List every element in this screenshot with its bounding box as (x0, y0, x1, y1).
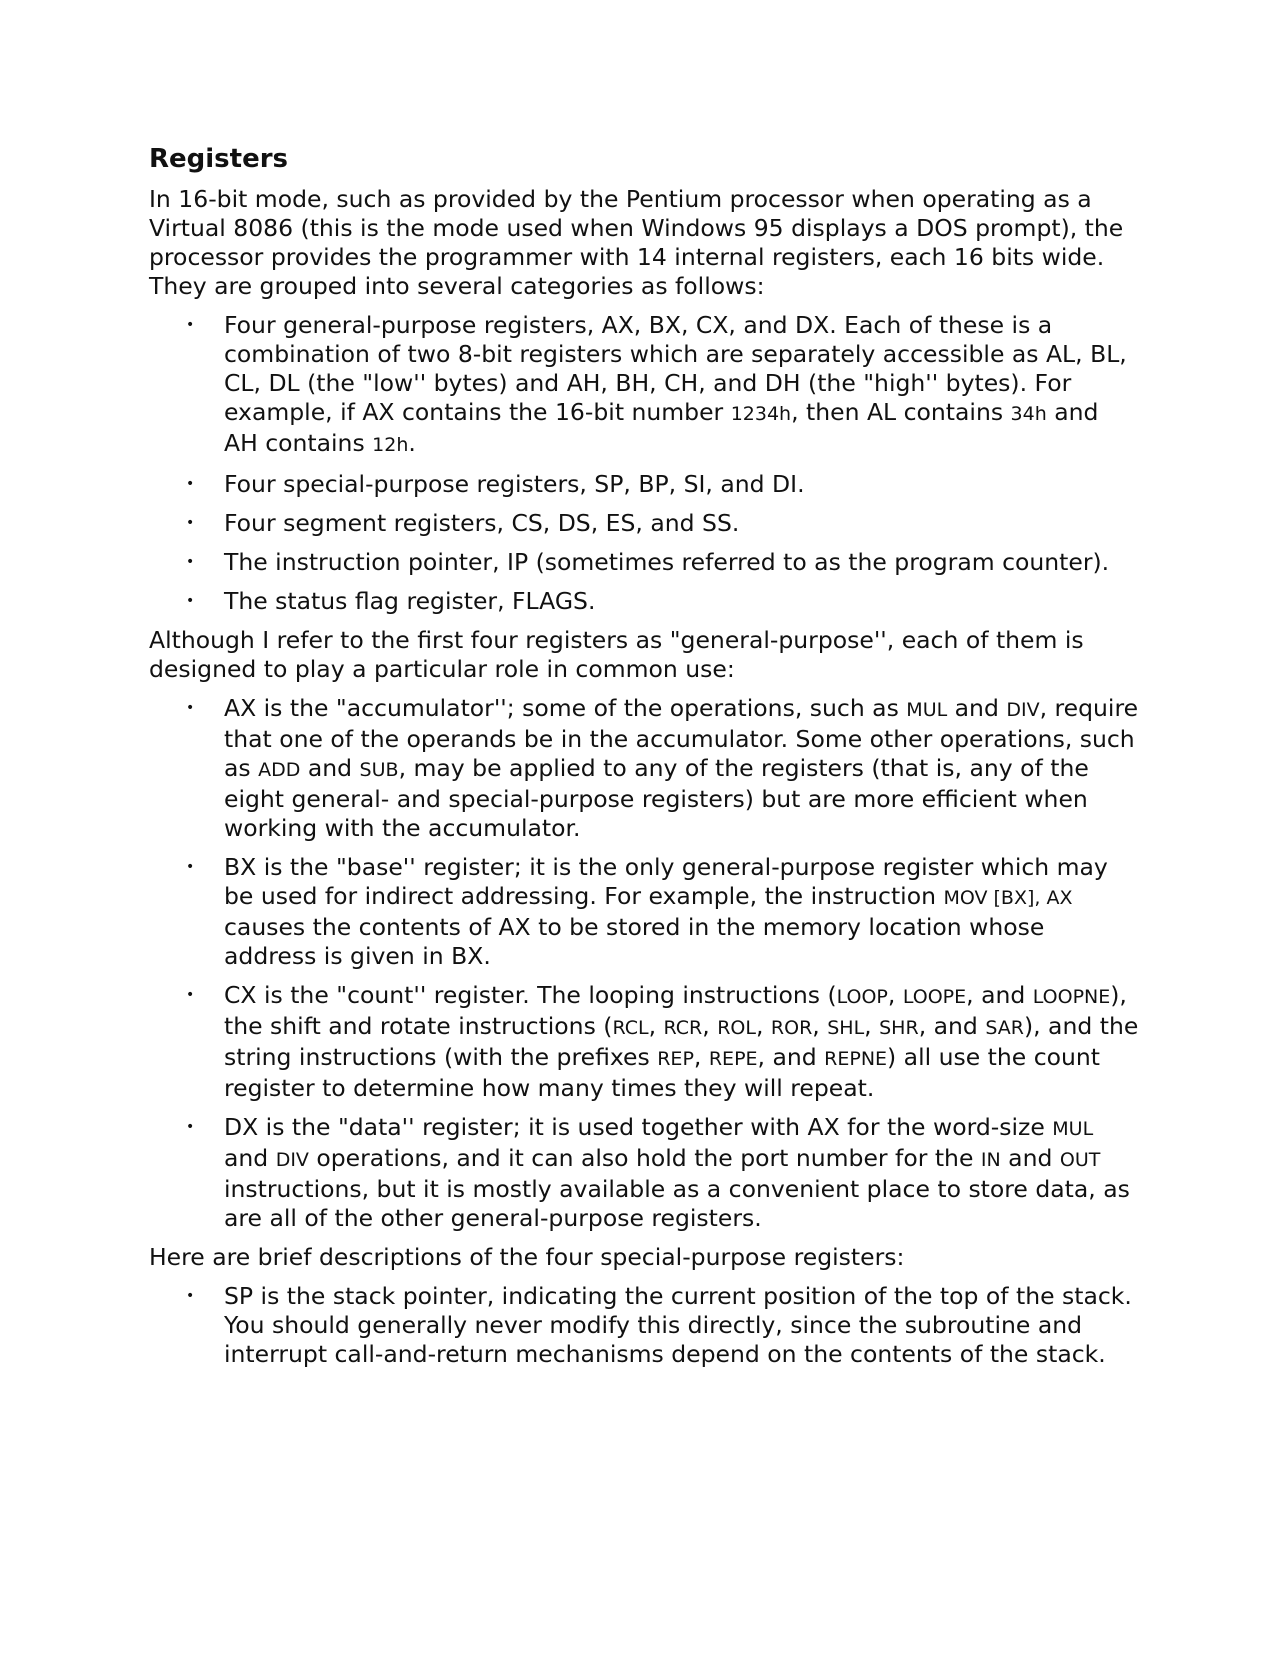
bullet-icon: • (186, 859, 195, 875)
list-item: • The status flag register, FLAGS. (186, 587, 596, 615)
list-item: • Four special-purpose registers, SP, BP, SI, and DI. (186, 470, 805, 498)
list-item: • AX is the "accumulator''; some of the operations, such as MUL and DIV, require that one of the operands be in the accumulator. Some other operations, such as ADD and SUB, may be applied to any of the registers (that is, any of the eight general- and special-purpose registers) but are more efficient when working with the accumulator. (186, 694, 1139, 842)
bullet-icon: • (186, 593, 195, 609)
code-term: 34h (1010, 403, 1047, 425)
code-term: REPE (708, 1048, 758, 1070)
bullet-icon: • (186, 1119, 195, 1135)
code-term: SHR (879, 1017, 919, 1039)
list-item: • CX is the "count'' register. The looping instructions (LOOP, LOOPE, and LOOPNE), the shift and rotate instructions (RCL, RCR, ROL, ROR, SHL, SHR, and SAR), and the string instructions (with the prefixes REP, REPE, and REPNE) all use the count register to determine how many times they will repeat. (186, 981, 1139, 1102)
intro-paragraph: In 16-bit mode, such as provided by the Pentium processor when operating as a Virtual 8086 (this is the mode used when Windows 95 displays a DOS prompt), the processor provides the programmer with 14 internal registers, each 16 bits wide. They are grouped into several categories as follows: (149, 185, 1124, 300)
list-item: • DX is the "data'' register; it is used together with AX for the word-size MUL and DIV operations, and it can also hold the port number for the IN and OUT instructions, but it is mostly available as a convenient place to store data, as are all of the other general-purpose registers. (186, 1113, 1130, 1232)
code-term: ADD (258, 759, 301, 781)
list-item: • The instruction pointer, IP (sometimes referred to as the program counter). (186, 548, 1110, 576)
code-term: IN (980, 1149, 1001, 1171)
register-categories-list (149, 311, 1139, 616)
bullet-icon: • (186, 554, 195, 570)
bullet-icon: • (186, 987, 195, 1003)
general-purpose-intro: Although I refer to the first four registers as "general-purpose'', each of them is designed to play a particular role in common use: (149, 626, 1084, 683)
code-term: MUL (1052, 1118, 1094, 1140)
bullet-icon: • (186, 700, 195, 716)
code-term: ROL (717, 1017, 756, 1039)
general-roles-list (149, 694, 1139, 1233)
code-term: RCL (612, 1017, 649, 1039)
code-term: SAR (985, 1017, 1024, 1039)
code-term: RCR (663, 1017, 703, 1039)
code-term: LOOPNE (1032, 986, 1111, 1008)
special-purpose-intro: Here are brief descriptions of the four special-purpose registers: (149, 1243, 905, 1271)
code-term: LOOPE (902, 986, 967, 1008)
code-term: REPNE (824, 1048, 888, 1070)
bullet-icon: • (186, 1288, 195, 1304)
code-term: ROR (770, 1017, 813, 1039)
code-term: OUT (1059, 1149, 1101, 1171)
document-page (149, 143, 1139, 1379)
section-title: Registers (149, 144, 289, 174)
code-term: LOOP (836, 986, 888, 1008)
code-term: 1234h (730, 403, 792, 425)
list-item: • SP is the stack pointer, indicating the current position of the top of the stack. You should generally never modify this directly, since the subroutine and interrupt call-and-return mechanisms depend on the contents of the stack. (186, 1282, 1132, 1368)
list-item: • BX is the "base'' register; it is the only general-purpose register which may be used for indirect addressing. For example, the instruction MOV [BX], AX causes the contents of AX to be stored in the memory location whose address is given in BX. (186, 853, 1108, 970)
code-term: DIV (1006, 699, 1040, 721)
bullet-icon: • (186, 476, 195, 492)
code-term: MUL (906, 699, 948, 721)
bullet-icon: • (186, 515, 195, 531)
special-roles-list (149, 1282, 1139, 1369)
code-term: SHL (827, 1017, 865, 1039)
code-term: MOV [BX], AX (943, 887, 1073, 909)
code-term: DIV (275, 1149, 309, 1171)
list-item: • Four segment registers, CS, DS, ES, and SS. (186, 509, 740, 537)
bullet-icon: • (186, 317, 195, 333)
code-term: SUB (359, 759, 399, 781)
list-item: • Four general-purpose registers, AX, BX, CX, and DX. Each of these is a combination of two 8-bit registers which are separately accessible as AL, BL, CL, DL (the "low'' bytes) and AH, BH, CH, and DH (the "high'' bytes). For example, if AX contains the 16-bit number 1234h, then AL contains 34h and AH contains 12h. (186, 311, 1127, 457)
code-term: 12h (372, 434, 409, 456)
code-term: REP (657, 1048, 694, 1070)
